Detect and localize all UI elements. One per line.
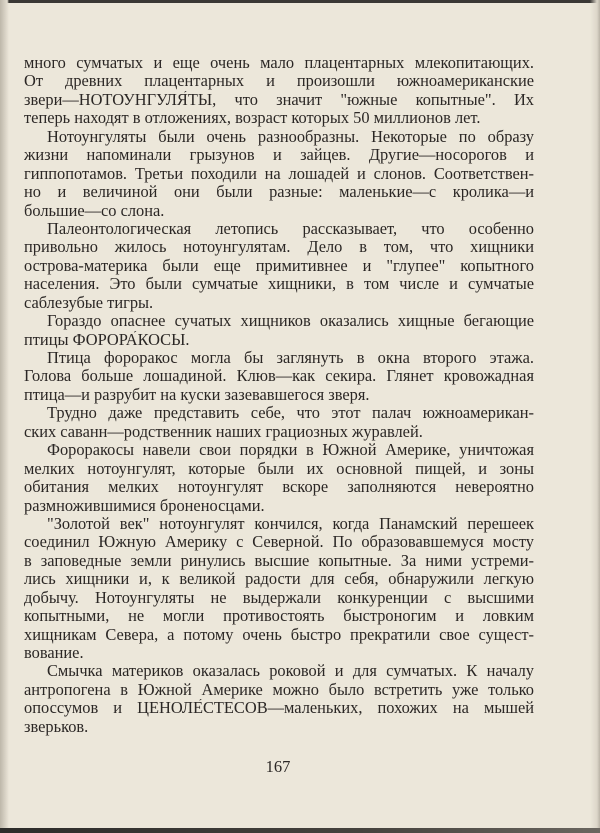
- text-line: лись хищники и, к великой радости для себя, обнаружили легкую: [24, 570, 534, 589]
- text-line: "Золотой век" нотоунгулят кончился, когда Панамский перешеек: [47, 514, 534, 533]
- page-right-edge: [590, 0, 600, 833]
- paragraph: [24, 54, 534, 128]
- text-line: зверьков.: [24, 717, 89, 736]
- text-line: обитания мелких нотоунгулят вскоре заполняются невероятно: [24, 478, 534, 497]
- text-line: Гораздо опаснее сучатых хищников оказались хищные бегающие: [47, 312, 534, 331]
- text-line: От древних плацентарных и произошли южноамериканские: [24, 72, 534, 91]
- paragraph: [24, 441, 534, 515]
- text-line: жизни напоминали грызунов и зайцев. Другие—носорогов и: [24, 146, 534, 165]
- text-line: Голова больше лошадиной. Клюв—как секира. Глянет кровожадная: [24, 367, 534, 386]
- text-line: Палеонтологическая летопись рассказывает, что особенно: [47, 219, 534, 238]
- text-line: Нотоунгуляты были очень разнообразны. Некоторые по образу: [47, 127, 534, 146]
- paragraph: [24, 128, 534, 220]
- text-line: размножившимися броненосцами.: [24, 496, 265, 515]
- text-line: хищникам Севера, а потому очень быстро прекратили свое сущест-: [24, 625, 534, 644]
- text-line: теперь находят в отложениях, возраст которых 50 миллионов лет.: [24, 109, 481, 128]
- text-line: Смычка материков оказалась роковой и для сумчатых. К началу: [47, 662, 534, 681]
- text-line: саблезубые тигры.: [24, 293, 154, 312]
- text-line: Фороракосы навели свои порядки в Южной Америке, уничтожая: [47, 441, 534, 460]
- text-line: населения. Это были сумчатые хищники, в том числе и сумчатые: [24, 275, 534, 294]
- paragraph: [24, 662, 534, 736]
- paragraph: [24, 515, 534, 663]
- text-line: Трудно даже представить себе, что этот палач южноамерикан-: [47, 404, 534, 423]
- text-line: соединил Южную Америку с Северной. По образовавшемуся мосту: [24, 533, 534, 552]
- page-number: 167: [265, 757, 291, 776]
- paragraph: [24, 349, 534, 404]
- scan-bottom-edge: [0, 828, 600, 833]
- text-line: копытными, не могли противостоять быстроногим и ловким: [24, 607, 534, 626]
- scan-top-edge: [0, 0, 600, 3]
- text-line: ских саванн—родственник наших грациозных журавлей.: [24, 422, 423, 441]
- text-line: много сумчатых и еще очень мало плацентарных млекопитающих.: [24, 54, 534, 72]
- text-line: мелких нотоунгулят, которые были их основной пищей, и зоны: [24, 459, 534, 478]
- text-line: острова-материка были еще примитивнее и "глупее" копытного: [24, 256, 534, 275]
- text-line: вование.: [24, 644, 84, 662]
- paragraph: [24, 404, 534, 441]
- text-line: опоссумов и ЦЕНОЛЕ́СТЕСОВ—маленьких, похожих на мышей: [24, 699, 534, 718]
- text-line: птица—и разрубит на куски зазевавшегося зверя.: [24, 385, 370, 404]
- text-line: большие—со слона.: [24, 201, 165, 220]
- text-line: антропогена в Южной Америке можно было встретить уже только: [24, 680, 534, 699]
- text-line: но и величиной они были разные: маленькие—с кролика—и: [24, 183, 534, 202]
- text-line: звери—НОТОУНГУЛЯ́ТЫ, что значит "южные копытные". Их: [24, 90, 534, 109]
- book-binding-shadow: [0, 0, 9, 833]
- text-line: гиппопотамов. Третьи походили на лошадей и слонов. Соответствен-: [24, 164, 534, 183]
- text-line: привольно жилось нотоунгулятам. Дело в том, что хищники: [24, 238, 534, 257]
- page-body-text: [24, 54, 534, 736]
- text-line: в заповедные земли ринулись высшие копытные. За ними устреми-: [24, 551, 534, 570]
- text-line: Птица фороракос могла бы заглянуть в окна второго этажа.: [47, 349, 534, 367]
- paragraph: [24, 312, 534, 349]
- text-line: добычу. Нотоунгуляты не выдержали конкуренции с высшими: [24, 588, 534, 607]
- paragraph: [24, 220, 534, 312]
- text-line: птицы ФОРОРА́КОСЫ.: [24, 330, 190, 349]
